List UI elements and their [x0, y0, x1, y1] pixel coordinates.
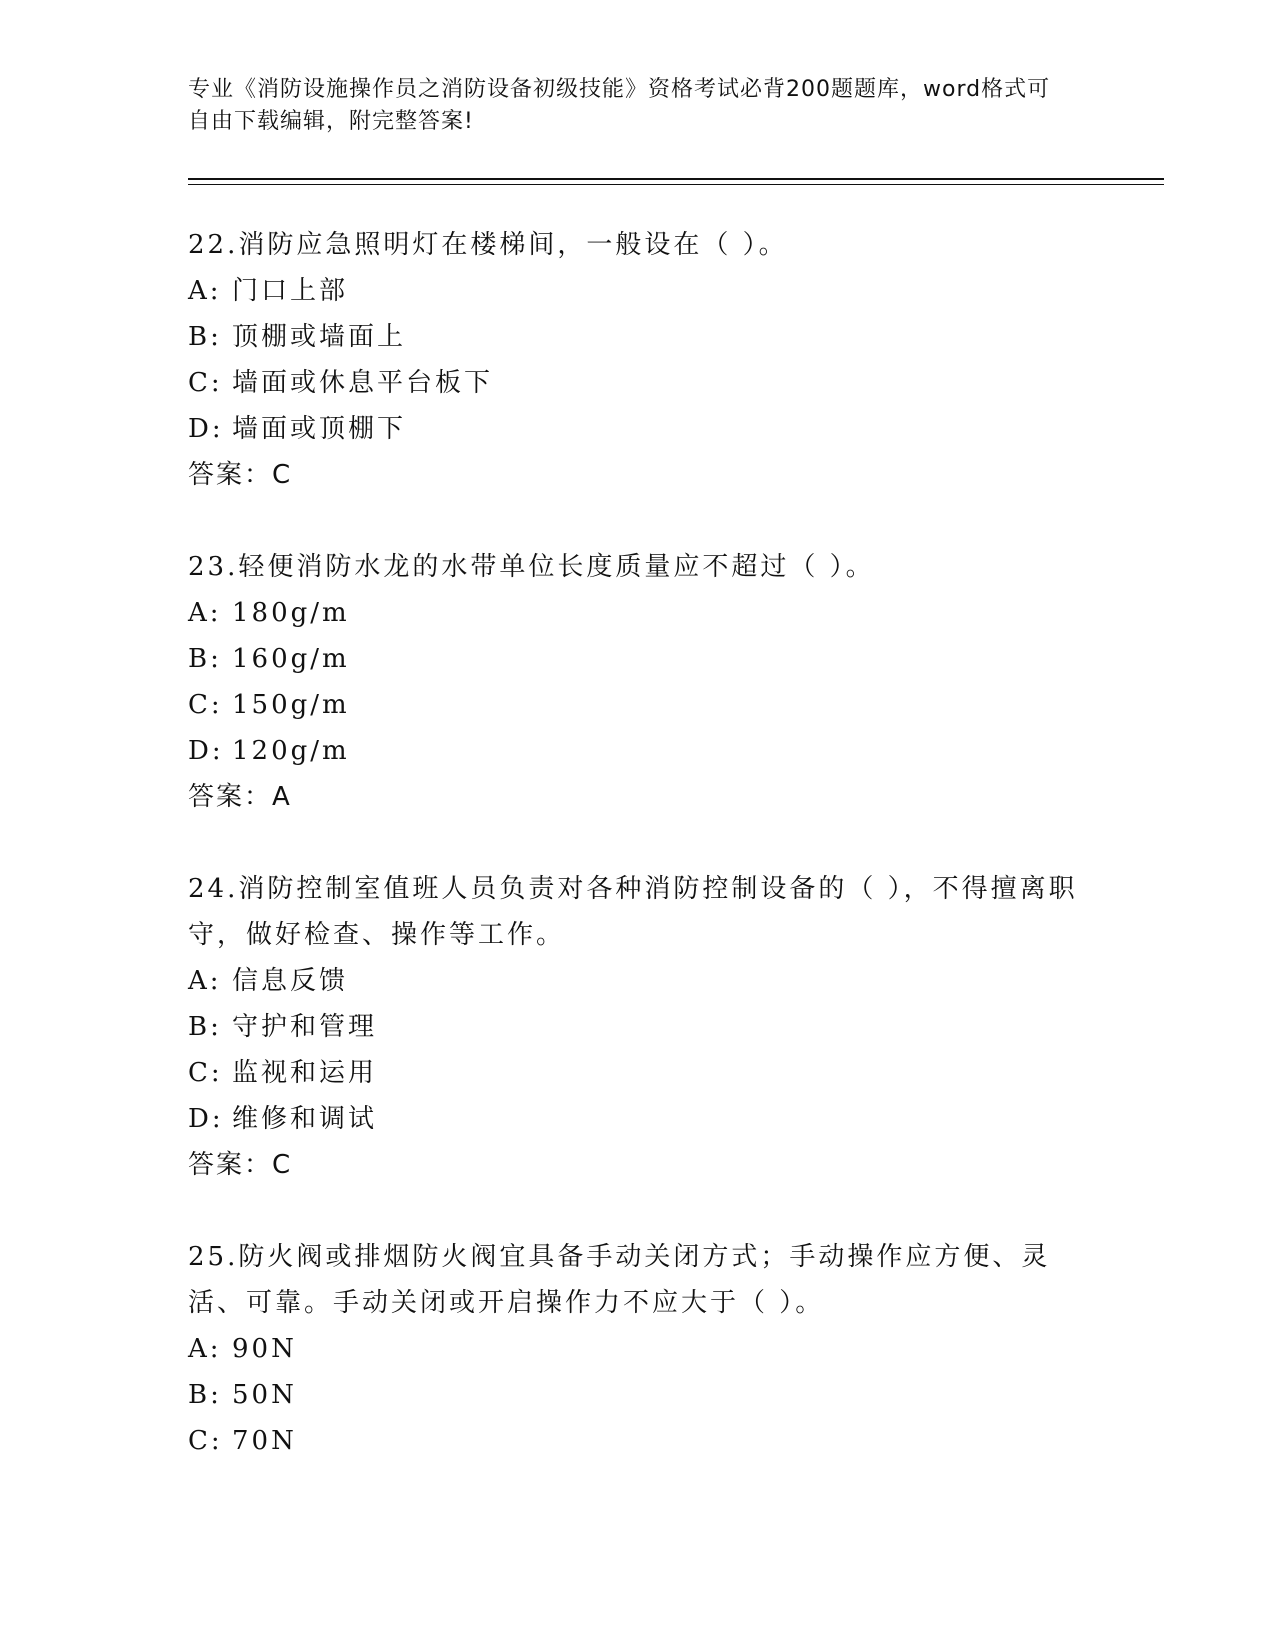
option-text: 50N: [232, 1380, 297, 1410]
answer: 答案：A: [188, 782, 292, 812]
question-stem: 25.防火阀或排烟防火阀宜具备手动关闭方式；手动操作应方便、灵活、可靠。手动关闭或开启操作力不应大于（ ）。: [188, 1242, 1051, 1318]
option-text: 墙面或顶棚下: [232, 414, 407, 444]
option-a: [188, 1326, 1088, 1372]
question-24: [188, 866, 1088, 1188]
option-key: B:: [188, 644, 222, 674]
option-text: 150g/m: [232, 690, 350, 720]
document-header: 专业《消防设施操作员之消防设备初级技能》资格考试必背200题题库，word格式可自由下载编辑，附完整答案!: [188, 77, 1051, 134]
option-b: [188, 636, 1088, 682]
option-d: [188, 1096, 1088, 1142]
option-key: B:: [188, 322, 222, 352]
answer: 答案：C: [188, 1150, 293, 1180]
option-text: 信息反馈: [232, 966, 349, 996]
option-text: 监视和运用: [232, 1058, 378, 1088]
option-text: 顶棚或墙面上: [232, 322, 407, 352]
option-key: A:: [188, 276, 222, 306]
option-key: B:: [188, 1012, 222, 1042]
option-text: 70N: [232, 1426, 297, 1456]
option-key: D:: [188, 414, 224, 444]
question-stem: 24.消防控制室值班人员负责对各种消防控制设备的（ ），不得擅离职守，做好检查、操作等工作。: [188, 874, 1078, 950]
option-key: B:: [188, 1380, 222, 1410]
option-text: 门口上部: [232, 276, 349, 306]
option-c: [188, 360, 1088, 406]
option-c: [188, 682, 1088, 728]
question-25: [188, 1234, 1088, 1464]
option-text: 维修和调试: [232, 1104, 378, 1134]
option-text: 90N: [232, 1334, 297, 1364]
option-b: [188, 1004, 1088, 1050]
question-stem: 22.消防应急照明灯在楼梯间，一般设在（ ）。: [188, 230, 788, 260]
answer: 答案：C: [188, 460, 293, 490]
question-23: [188, 544, 1088, 820]
option-d: [188, 406, 1088, 452]
option-a: [188, 268, 1088, 314]
option-b: [188, 314, 1088, 360]
option-c: [188, 1050, 1088, 1096]
option-a: [188, 958, 1088, 1004]
option-key: D:: [188, 1104, 224, 1134]
option-c: [188, 1418, 1088, 1464]
option-text: 180g/m: [232, 598, 350, 628]
option-key: C:: [188, 690, 223, 720]
option-key: C:: [188, 1426, 223, 1456]
option-key: A:: [188, 1334, 222, 1364]
header-divider-thin: [188, 184, 1164, 185]
option-text: 160g/m: [232, 644, 350, 674]
option-text: 守护和管理: [232, 1012, 378, 1042]
option-key: C:: [188, 1058, 223, 1088]
question-stem: 23.轻便消防水龙的水带单位长度质量应不超过（ ）。: [188, 552, 875, 582]
option-d: [188, 728, 1088, 774]
option-key: D:: [188, 736, 224, 766]
option-key: C:: [188, 368, 223, 398]
option-text: 120g/m: [232, 736, 350, 766]
question-22: [188, 222, 1088, 498]
header-divider-thick: [188, 178, 1164, 180]
option-key: A:: [188, 966, 222, 996]
option-text: 墙面或休息平台板下: [232, 368, 494, 398]
option-b: [188, 1372, 1088, 1418]
option-a: [188, 590, 1088, 636]
option-key: A:: [188, 598, 222, 628]
